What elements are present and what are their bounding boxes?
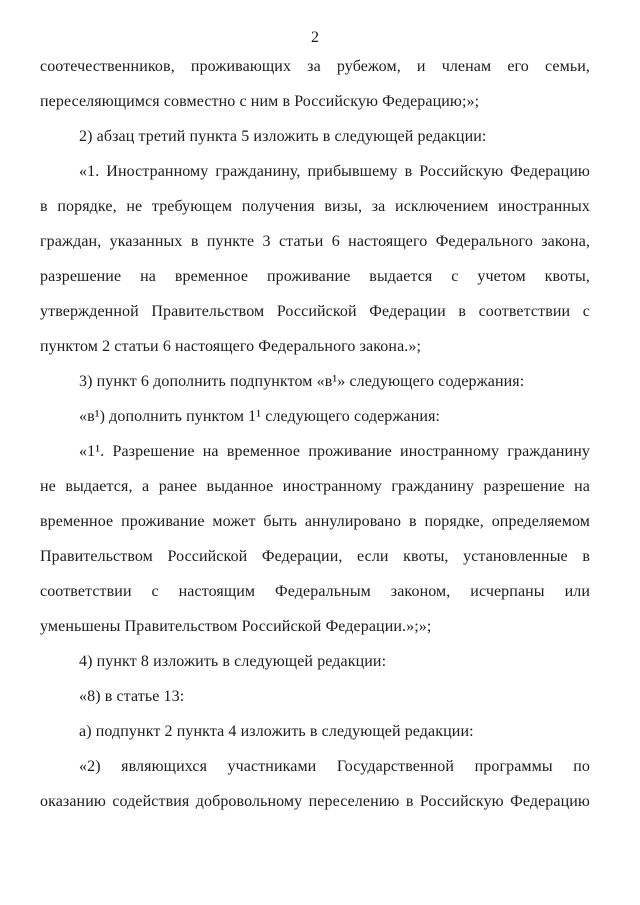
text-line: утвержденной Правительством Российской Федерации в соответствии с — [40, 303, 590, 320]
paragraph — [40, 399, 590, 434]
paragraph — [40, 434, 590, 644]
text-line: не выдается, а ранее выданное иностранному гражданину разрешение на — [40, 478, 590, 495]
text-line: переселяющимся совместно с ним в Российскую Федерацию;»; — [40, 93, 480, 110]
text-line: соответствии с настоящим Федеральным законом, исчерпаны или — [40, 583, 590, 600]
paragraph — [40, 644, 590, 679]
text-line: «1. Иностранному гражданину, прибывшему в Российскую Федерацию — [79, 163, 590, 180]
text-line: «в¹) дополнить пунктом 1¹ следующего содержания: — [79, 408, 441, 425]
text-line: а) подпункт 2 пункта 4 изложить в следующей редакции: — [79, 723, 474, 740]
text-line: Правительством Российской Федерации, если квоты, установленные в — [40, 548, 590, 565]
text-line: в порядке, не требующем получения визы, за исключением иностранных — [40, 198, 590, 215]
text-line: временное проживание может быть аннулировано в порядке, определяемом — [40, 513, 590, 530]
paragraph — [40, 679, 590, 714]
page-number: 2 — [311, 29, 319, 46]
text-line: разрешение на временное проживание выдается с учетом квоты, — [40, 268, 590, 285]
text-line: 3) пункт 6 дополнить подпунктом «в¹» следующего содержания: — [79, 373, 525, 390]
document-body — [40, 49, 590, 819]
text-line: «2) являющихся участниками Государственной программы по — [79, 758, 590, 775]
text-line: уменьшены Правительством Российской Федерации.»;»; — [40, 618, 432, 635]
text-line: 4) пункт 8 изложить в следующей редакции: — [79, 653, 387, 670]
paragraph — [40, 714, 590, 749]
paragraph — [40, 364, 590, 399]
text-line: «8) в статье 13: — [79, 688, 185, 705]
text-line: граждан, указанных в пункте 3 статьи 6 настоящего Федерального закона, — [40, 233, 590, 250]
text-line: пунктом 2 статьи 6 настоящего Федерального закона.»; — [40, 338, 422, 355]
paragraph — [40, 49, 590, 119]
paragraph — [40, 154, 590, 364]
text-line: 2) абзац третий пункта 5 изложить в следующей редакции: — [79, 128, 487, 145]
text-line: соотечественников, проживающих за рубежом, и членам его семьи, — [40, 58, 590, 75]
text-line: «1¹. Разрешение на временное проживание иностранному гражданину — [79, 443, 590, 460]
paragraph — [40, 119, 590, 154]
text-line: оказанию содействия добровольному переселению в Российскую Федерацию — [40, 793, 590, 810]
paragraph — [40, 749, 590, 819]
